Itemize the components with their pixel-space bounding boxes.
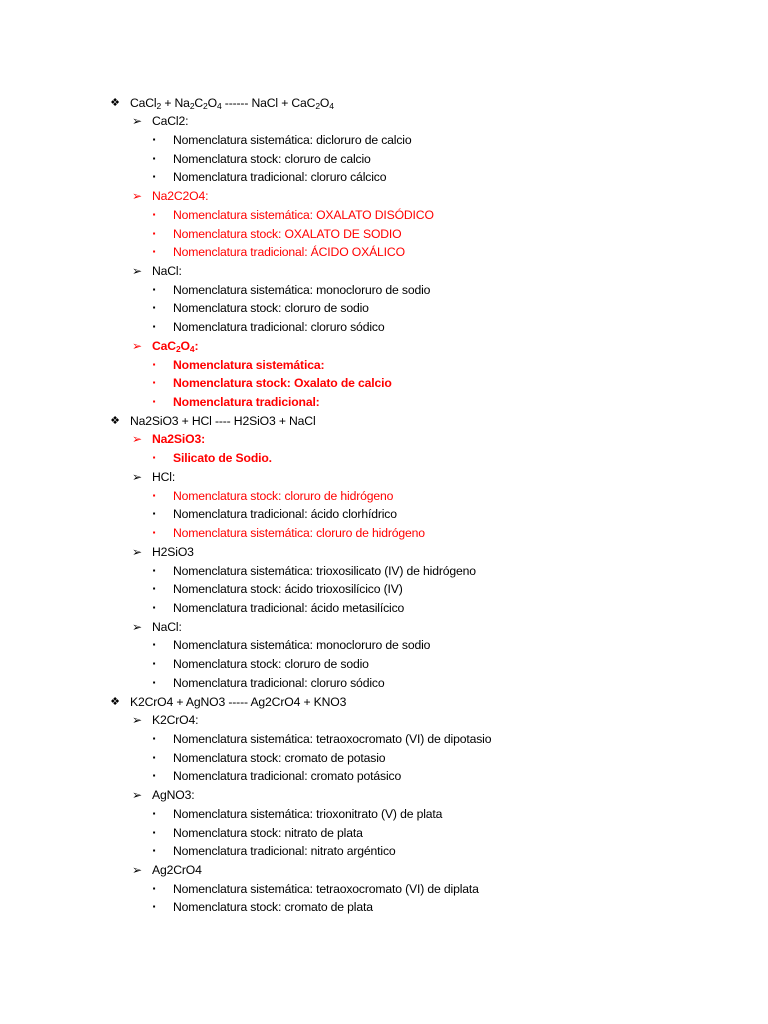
square-bullet-icon: ▪ — [152, 528, 156, 538]
nomenclature-text: Nomenclatura sistemática: dicloruro de calcio — [173, 132, 412, 147]
subscript: 4 — [216, 100, 222, 111]
diamond-bullet-icon: ❖ — [110, 695, 120, 708]
nomenclature-text: Nomenclatura tradicional: ácido clorhídrico — [173, 507, 397, 522]
nomenclature-text: Nomenclatura stock: cloruro de sodio — [173, 301, 369, 316]
nomenclature-text: Nomenclatura sistemática: — [173, 357, 325, 372]
square-bullet-icon: ▪ — [152, 883, 156, 893]
nomenclature-text: Nomenclatura tradicional: — [173, 395, 320, 410]
nomenclature-text: Nomenclatura stock: ácido trioxosilícico (IV) — [173, 582, 403, 597]
subscript: 2 — [203, 100, 208, 111]
square-bullet-icon: ▪ — [152, 247, 156, 257]
reaction-equation: K2CrO4 + AgNO3 ----- Ag2CrO4 + KNO3 — [130, 694, 347, 709]
arrow-bullet-icon: ➢ — [132, 469, 142, 484]
nomenclature-text: Nomenclatura sistemática: tetraoxocromato (VI) de dipotasio — [173, 731, 492, 746]
diamond-bullet-icon: ❖ — [110, 96, 120, 109]
compound-name: HCl: — [152, 469, 176, 484]
square-bullet-icon: ▪ — [152, 509, 156, 519]
compound-name: Na2SiO3: — [152, 432, 205, 447]
square-bullet-icon: ▪ — [152, 602, 156, 612]
formula-part: ------ NaCl + CaC — [221, 95, 316, 110]
compound-name: CaCl2: — [152, 114, 189, 129]
compound-name: Ag2CrO4 — [152, 863, 202, 878]
square-bullet-icon: ▪ — [152, 846, 156, 856]
square-bullet-icon: ▪ — [152, 284, 156, 294]
compound-name: NaCl: — [152, 263, 182, 278]
arrow-bullet-icon: ➢ — [132, 788, 142, 803]
compound-name: H2SiO3 — [152, 544, 194, 559]
nomenclature-text: Nomenclatura tradicional: ácido metasilícico — [173, 600, 405, 615]
nomenclature-text: Nomenclatura sistemática: monocloruro de sodio — [173, 638, 431, 653]
subscript: 4 — [189, 343, 195, 354]
arrow-bullet-icon: ➢ — [132, 114, 142, 129]
square-bullet-icon: ▪ — [152, 209, 156, 219]
nomenclature-text: Nomenclatura stock: cloruro de calcio — [173, 151, 371, 166]
nomenclature-text: Nomenclatura stock: cromato de plata — [173, 900, 373, 915]
arrow-bullet-icon: ➢ — [132, 432, 142, 447]
compound-name: Na2C2O4: — [152, 189, 209, 204]
formula-part: O — [319, 95, 330, 110]
formula-part: O — [207, 95, 217, 110]
nomenclature-text: Nomenclatura stock: cloruro de sodio — [173, 657, 369, 672]
formula-part: CaCl — [130, 95, 157, 110]
square-bullet-icon: ▪ — [152, 453, 156, 463]
square-bullet-icon: ▪ — [152, 172, 156, 182]
subscript: 2 — [315, 100, 320, 111]
nomenclature-text: Nomenclatura sistemática: monocloruro de sodio — [173, 282, 431, 297]
nomenclature-text: Nomenclatura sistemática: OXALATO DISÓDICO — [173, 207, 434, 222]
nomenclature-text: Nomenclatura tradicional: cloruro cálcico — [173, 170, 387, 185]
square-bullet-icon: ▪ — [152, 303, 156, 313]
square-bullet-icon: ▪ — [152, 359, 156, 369]
arrow-bullet-icon: ➢ — [132, 619, 142, 634]
square-bullet-icon: ▪ — [152, 490, 156, 500]
nomenclature-text: Nomenclatura stock: cloruro de hidrógeno — [173, 488, 394, 503]
subscript: 4 — [329, 100, 334, 111]
arrow-bullet-icon: ➢ — [132, 338, 142, 353]
square-bullet-icon: ▪ — [152, 771, 156, 781]
formula-part: O — [180, 338, 190, 353]
square-bullet-icon: ▪ — [152, 808, 156, 818]
nomenclature-text: Nomenclatura tradicional: cloruro sódico — [173, 320, 385, 335]
subscript: 2 — [189, 100, 195, 111]
square-bullet-icon: ▪ — [152, 378, 156, 388]
arrow-bullet-icon: ➢ — [132, 544, 142, 559]
compound-name: K2CrO4: — [152, 713, 199, 728]
square-bullet-icon: ▪ — [152, 640, 156, 650]
formula-part: + Na — [161, 95, 190, 110]
nomenclature-text: Nomenclatura sistemática: trioxonitrato (V) de plata — [173, 806, 443, 821]
square-bullet-icon: ▪ — [152, 659, 156, 669]
formula-part: : — [194, 338, 199, 353]
nomenclature-text: Nomenclatura sistemática: tetraoxocromato (VI) de diplata — [173, 881, 479, 896]
formula-part: CaC — [152, 338, 176, 353]
square-bullet-icon: ▪ — [152, 752, 156, 762]
reaction-equation — [130, 94, 334, 113]
arrow-bullet-icon: ➢ — [132, 189, 142, 204]
nomenclature-text: Nomenclatura tradicional: cloruro sódico — [173, 675, 385, 690]
nomenclature-text: Nomenclatura stock: cromato de potasio — [173, 750, 386, 765]
nomenclature-text: Nomenclatura sistemática: trioxosilicato (IV) de hidrógeno — [173, 563, 476, 578]
square-bullet-icon: ▪ — [152, 322, 156, 332]
arrow-bullet-icon: ➢ — [132, 263, 142, 278]
compound-name: AgNO3: — [152, 788, 195, 803]
square-bullet-icon: ▪ — [152, 153, 156, 163]
reaction-equation: Na2SiO3 + HCl ---- H2SiO3 + NaCl — [130, 413, 316, 428]
compound-name: NaCl: — [152, 619, 182, 634]
nomenclature-text: Nomenclatura tradicional: nitrato argéntico — [173, 844, 396, 859]
nomenclature-text: Nomenclatura sistemática: cloruro de hidrógeno — [173, 526, 425, 541]
square-bullet-icon: ▪ — [152, 677, 156, 687]
subscript: 2 — [156, 100, 162, 111]
square-bullet-icon: ▪ — [152, 902, 156, 912]
square-bullet-icon: ▪ — [152, 565, 156, 575]
square-bullet-icon: ▪ — [152, 134, 156, 144]
square-bullet-icon: ▪ — [152, 827, 156, 837]
nomenclature-text: Nomenclatura stock: OXALATO DE SODIO — [173, 226, 402, 241]
arrow-bullet-icon: ➢ — [132, 713, 142, 728]
diamond-bullet-icon: ❖ — [110, 414, 120, 427]
square-bullet-icon: ▪ — [152, 733, 156, 743]
square-bullet-icon: ▪ — [152, 228, 156, 238]
subscript: 2 — [175, 343, 181, 354]
nomenclature-text: Nomenclatura stock: nitrato de plata — [173, 825, 363, 840]
nomenclature-text: Nomenclatura tradicional: cromato potásico — [173, 769, 402, 784]
compound-name — [152, 337, 198, 356]
formula-part: C — [194, 95, 204, 110]
square-bullet-icon: ▪ — [152, 397, 156, 407]
nomenclature-text: Nomenclatura tradicional: ÁCIDO OXÁLICO — [173, 245, 405, 260]
square-bullet-icon: ▪ — [152, 584, 156, 594]
arrow-bullet-icon: ➢ — [132, 863, 142, 878]
nomenclature-text: Silicato de Sodio. — [173, 451, 272, 466]
nomenclature-text: Nomenclatura stock: Oxalato de calcio — [173, 376, 392, 391]
